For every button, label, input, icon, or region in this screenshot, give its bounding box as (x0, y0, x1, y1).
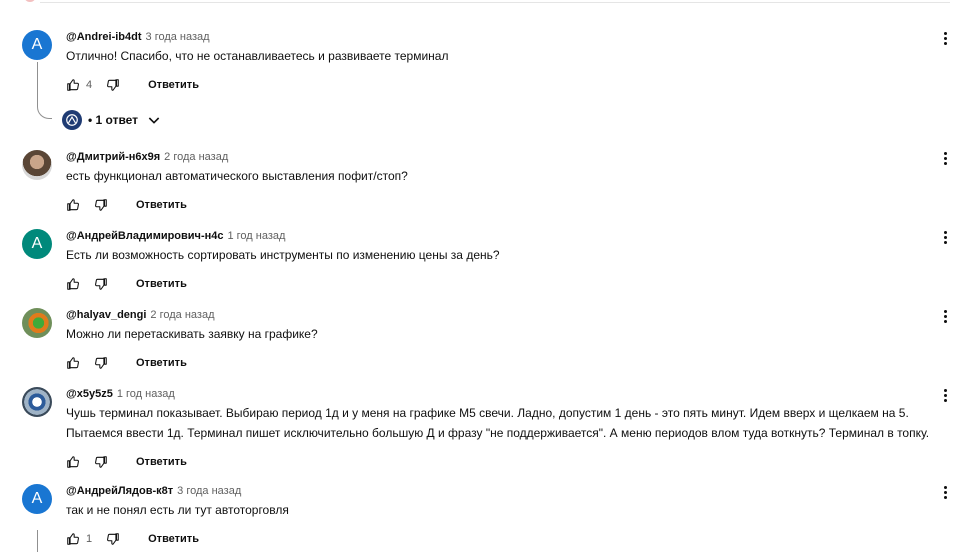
thumb-down-icon (94, 455, 108, 469)
thumb-down-icon (94, 277, 108, 291)
comment-time[interactable]: 2 года назад (164, 151, 229, 163)
chevron-down-icon[interactable] (146, 112, 162, 128)
comment-text: Можно ли перетаскивать заявку на графике? (66, 327, 318, 341)
like-button[interactable] (66, 198, 80, 212)
avatar[interactable] (22, 229, 52, 259)
avatar[interactable] (22, 484, 52, 514)
more-vert-icon[interactable] (940, 486, 950, 502)
previous-avatar-edge (24, 0, 36, 2)
avatar[interactable] (22, 387, 52, 417)
reply-button[interactable]: Ответить (136, 199, 187, 211)
like-count: 1 (86, 533, 93, 545)
reply-button[interactable]: Ответить (136, 456, 187, 468)
like-button[interactable] (66, 356, 80, 370)
thumb-up-icon (66, 198, 80, 212)
thumb-up-icon (66, 78, 80, 92)
dislike-button[interactable] (106, 532, 120, 546)
divider (40, 2, 950, 3)
comment-text: так и не понял есть ли тут автоторговля (66, 503, 289, 517)
dislike-button[interactable] (106, 78, 120, 92)
dislike-button[interactable] (94, 356, 108, 370)
comment-text: Есть ли возможность сортировать инструменты по изменению цены за день? (66, 248, 500, 262)
comment-time[interactable]: 1 год назад (116, 388, 175, 400)
comment-author[interactable]: @АндрейЛядов-к8т (66, 485, 174, 497)
reply-button[interactable]: Ответить (148, 533, 199, 545)
comment-time[interactable]: 2 года назад (150, 309, 215, 321)
avatar-letter: A (31, 490, 43, 507)
thumb-down-icon (106, 78, 120, 92)
replies-count[interactable]: • 1 ответ (88, 113, 139, 127)
avatar[interactable] (22, 30, 52, 60)
thumb-down-icon (106, 532, 120, 546)
comment-author[interactable]: @halyav_dengi (66, 309, 147, 321)
more-vert-icon[interactable] (940, 32, 950, 48)
comment-time[interactable]: 3 года назад (145, 31, 210, 43)
avatar-letter: A (31, 36, 43, 53)
dislike-button[interactable] (94, 277, 108, 291)
thumb-up-icon (66, 532, 80, 546)
comment-author[interactable]: @Дмитрий-н6х9я (66, 151, 161, 163)
replies-toggle[interactable] (62, 110, 162, 130)
reply-button[interactable]: Ответить (148, 79, 199, 91)
comment-text: Чушь терминал показывает. Выбираю период 1д и у меня на графике М5 свечи. Ладно, допустим 1 день - это пять минут. Идем вверх и щелкаем на 5. Пытаемся ввести 1д. Терминал пишет исключительно большую Д и фразу "не поддерживается". А меню периодов влом туда воткнуть? Терминал в топку. (66, 406, 930, 440)
like-button[interactable] (66, 78, 80, 92)
like-count: 4 (86, 79, 93, 91)
comment-time[interactable]: 1 год назад (227, 230, 286, 242)
reply-button[interactable]: Ответить (136, 278, 187, 290)
dislike-button[interactable] (94, 198, 108, 212)
thumb-down-icon (94, 356, 108, 370)
comment-author[interactable]: @АндрейВладимирович-н4с (66, 230, 224, 242)
thread-connector-line (37, 530, 38, 552)
comment-time[interactable]: 3 года назад (177, 485, 242, 497)
avatar-letter: A (31, 235, 43, 252)
like-button[interactable] (66, 277, 80, 291)
channel-avatar-icon (62, 110, 82, 130)
like-button[interactable] (66, 532, 80, 546)
more-vert-icon[interactable] (940, 152, 950, 168)
more-vert-icon[interactable] (940, 231, 950, 247)
comment-text: есть функционал автоматического выставления пофит/стоп? (66, 169, 408, 183)
thumb-up-icon (66, 277, 80, 291)
comment-text: Отлично! Спасибо, что не останавливаетесь и развиваете терминал (66, 49, 449, 63)
comment-author[interactable]: @Andrei-ib4dt (66, 31, 142, 43)
thumb-up-icon (66, 356, 80, 370)
more-vert-icon[interactable] (940, 389, 950, 405)
thread-connector-line (37, 62, 52, 119)
avatar[interactable] (22, 308, 52, 338)
comment-author[interactable]: @x5y5z5 (66, 388, 113, 400)
thumb-up-icon (66, 455, 80, 469)
like-button[interactable] (66, 455, 80, 469)
thumb-down-icon (94, 198, 108, 212)
reply-button[interactable]: Ответить (136, 357, 187, 369)
dislike-button[interactable] (94, 455, 108, 469)
avatar[interactable] (22, 150, 52, 180)
more-vert-icon[interactable] (940, 310, 950, 326)
